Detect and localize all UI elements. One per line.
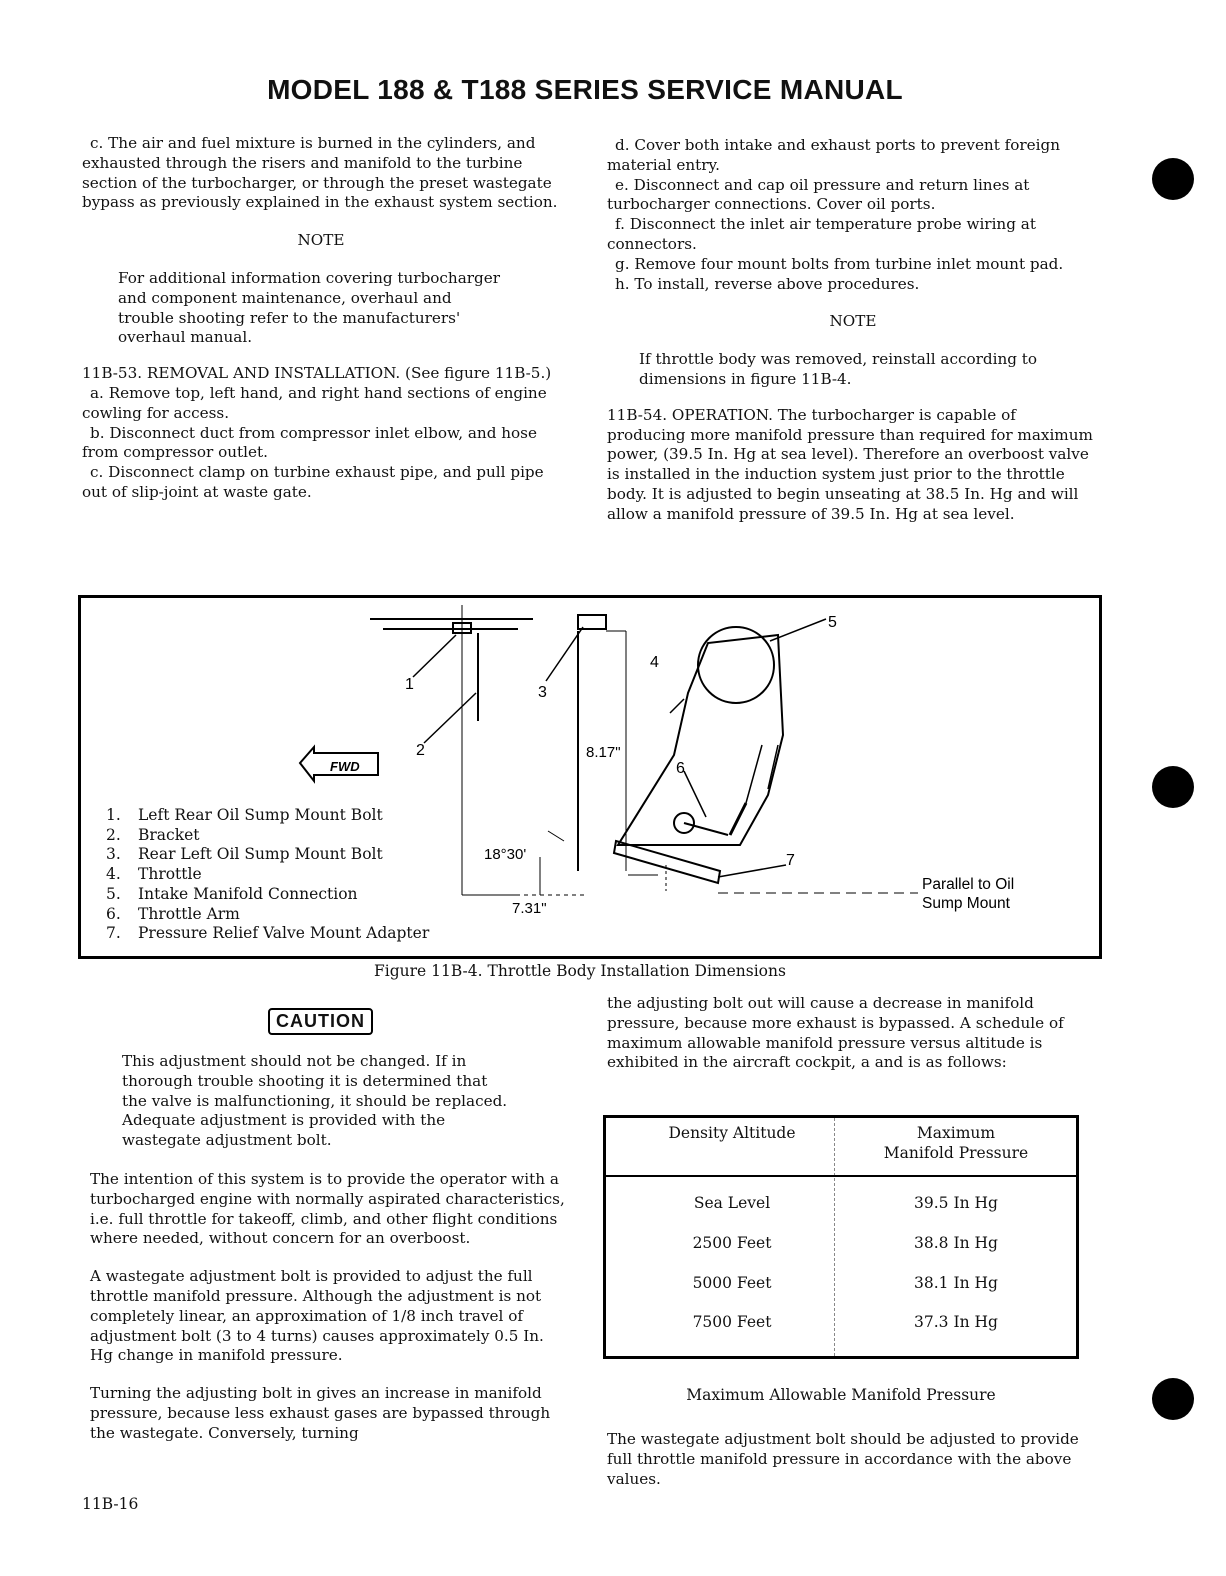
row-pressure: 38.8 In Hg <box>914 1234 998 1252</box>
page-title: MODEL 188 & T188 SERIES SERVICE MANUAL <box>267 74 903 105</box>
row-altitude: 5000 Feet <box>692 1274 772 1292</box>
callout-1: 1 <box>405 676 414 693</box>
callout-7: 7 <box>786 852 795 869</box>
step-e: e. Disconnect and cap oil pressure and return lines at turbocharger connections. Cover oil ports. <box>607 175 1030 214</box>
col-header-altitude: Density Altitude <box>668 1124 796 1142</box>
callout-3: 3 <box>538 684 547 701</box>
binder-hole-bottom <box>1152 1378 1194 1420</box>
step-g: g. Remove four mount bolts from turbine inlet mount pad. <box>615 254 1064 273</box>
row-altitude: 2500 Feet <box>692 1234 772 1252</box>
parallel-note-1: Parallel to Oil <box>922 876 1015 893</box>
legend-item: 6. Throttle Arm <box>106 904 240 923</box>
row-pressure: 37.3 In Hg <box>914 1313 998 1331</box>
row-pressure: 39.5 In Hg <box>914 1194 998 1212</box>
fwd-label: FWD <box>330 759 360 774</box>
legend-item: 5. Intake Manifold Connection <box>106 884 358 903</box>
callout-5: 5 <box>828 614 837 631</box>
section-heading-53: 11B-53. REMOVAL AND INSTALLATION. (See figure 11B-5.) <box>82 364 552 383</box>
note-heading-right: NOTE <box>829 312 877 331</box>
legend-item: 3. Rear Left Oil Sump Mount Bolt <box>106 845 383 864</box>
table-caption: Maximum Allowable Manifold Pressure <box>686 1386 996 1404</box>
callout-2: 2 <box>416 742 425 759</box>
note-heading-left: NOTE <box>297 231 345 250</box>
intention-paragraph: The intention of this system is to provide the operator with a turbocharged engine with normally aspirated characteristics, i.e. full throttle for takeoff, climb, and other flight conditions where needed, without concern for an overboost. <box>90 1170 565 1248</box>
dim-angle: 18°30' <box>484 846 527 863</box>
dim-horizontal: 7.31" <box>512 900 547 917</box>
turning-paragraph: Turning the adjusting bolt in gives an increase in manifold pressure, because less exhaust gases are bypassed through the wastegate. Conversely, turning <box>90 1384 551 1442</box>
step-c-exhaust: c. Disconnect clamp on turbine exhaust pipe, and pull pipe out of slip-joint at waste gate. <box>82 463 544 501</box>
binder-hole-top <box>1152 158 1194 200</box>
col-header-mp-2: Manifold Pressure <box>883 1144 1029 1162</box>
caution-label: CAUTION <box>268 1008 373 1035</box>
callout-4: 4 <box>650 654 659 671</box>
callout-6: 6 <box>676 760 685 777</box>
parallel-note-2: Sump Mount <box>922 895 1010 912</box>
figure-caption: Figure 11B-4. Throttle Body Installation Dimensions <box>374 962 786 980</box>
note-text-right: If throttle body was removed, reinstall according to dimensions in figure 11B-4. <box>639 350 1038 388</box>
wastegate-paragraph: A wastegate adjustment bolt is provided to adjust the full throttle manifold pressure. Although the adjustment is not completely linear, an approximation of 1/8 inch travel of adjustment bolt (3 to 4 turns) causes approximately 0.5 In. Hg change in manifold pressure. <box>90 1267 544 1365</box>
step-c-burn: c. The air and fuel mixture is burned in the cylinders, and exhausted through the risers and manifold to the turbine section of the turbocharger, or through the preset wastegate bypass as previously explained in the exhaust system section. <box>82 134 558 212</box>
row-altitude: 7500 Feet <box>692 1313 772 1331</box>
row-altitude: Sea Level <box>693 1194 771 1212</box>
page-number: 11B-16 <box>82 1495 139 1513</box>
right-column-upper <box>607 136 1099 525</box>
col-header-mp-1: Maximum <box>916 1124 996 1142</box>
legend-item: 2. Bracket <box>106 825 200 844</box>
dim-vertical: 8.17" <box>586 744 621 761</box>
operation-paragraph: 11B-54. OPERATION. The turbocharger is capable of producing more manifold pressure than required for maximum power, (39.5 In. Hg at sea level). Therefore an overboost valve is installed in the induction system just prior to the throttle body. It is adjusted to begin unseating at 38.5 In. Hg and will allow a manifold pressure of 39.5 In. Hg at sea level. <box>607 405 1093 523</box>
step-f: f. Disconnect the inlet air temperature probe wiring at connectors. <box>607 215 1036 253</box>
step-b: b. Disconnect duct from compressor inlet elbow, and hose from compressor outlet. <box>82 423 537 462</box>
legend-item: 4. Throttle <box>106 865 202 884</box>
header-rule <box>606 1175 1076 1177</box>
step-h: h. To install, reverse above procedures. <box>615 274 920 293</box>
continuation-paragraph: the adjusting bolt out will cause a decrease in manifold pressure, because more exhaust is bypassed. A schedule of maximum allowable manifold pressure versus altitude is exhibited in the aircraft cockpit, a and is as follows: <box>607 994 1064 1072</box>
row-pressure: 38.1 In Hg <box>914 1274 998 1292</box>
figure-legend <box>106 806 429 944</box>
step-a: a. Remove top, left hand, and right hand sections of engine cowling for access. <box>82 383 547 422</box>
final-paragraph: The wastegate adjustment bolt should be adjusted to provide full throttle manifold pressure in accordance with the above values. <box>607 1430 1079 1488</box>
caution-text: This adjustment should not be changed. If in thorough trouble shooting it is determined that the valve is malfunctioning, it should be replaced. Adequate adjustment is provided with the wastegate adjustment bolt. <box>122 1052 508 1150</box>
lower-left-column <box>90 1170 570 1444</box>
legend-item: 7. Pressure Relief Valve Mount Adapter <box>106 924 430 943</box>
step-d: d. Cover both intake and exhaust ports to prevent foreign material entry. <box>607 136 1061 174</box>
legend-item: 1. Left Rear Oil Sump Mount Bolt <box>106 806 383 824</box>
binder-hole-middle <box>1152 766 1194 808</box>
pressure-table <box>603 1115 1079 1359</box>
left-column-upper <box>82 134 560 503</box>
note-text-left: For additional information covering turbocharger and component maintenance, overhaul and trouble shooting refer to the manufacturers' overhaul manual. <box>118 268 501 347</box>
